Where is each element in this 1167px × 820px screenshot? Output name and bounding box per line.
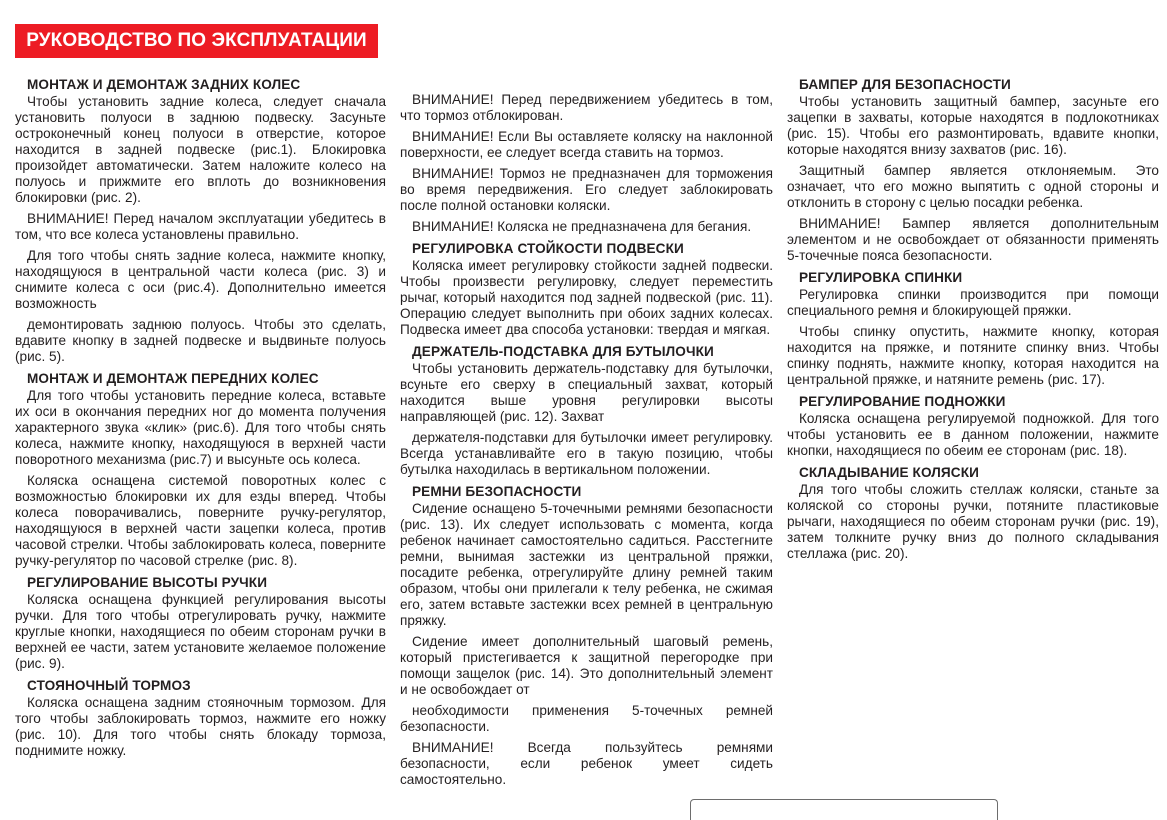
paragraph: Коляска оснащена регулируемой подножкой. Для того чтобы установить ее в данном положении, нажмите кнопки, находящиеся по обеим ее сторонам (рис. 18). (787, 411, 1159, 458)
paragraph: ВНИМАНИЕ! Тормоз не предназначен для торможения во время передвижения. Его следует заблокировать после полной остановки коляски. (400, 166, 773, 213)
paragraph: ВНИМАНИЕ! Бампер является дополнительным элементом и не освобождает от обязанности применять 5-точечные пояса безопасности. (787, 216, 1159, 263)
paragraph: ВНИМАНИЕ! Если Вы оставляете коляску на наклонной поверхности, ее следует всегда ставить на тормоз. (400, 129, 773, 160)
section-heading: МОНТАЖ И ДЕМОНТАЖ ЗАДНИХ КОЛЕС (27, 77, 301, 92)
figure-frame (690, 799, 998, 820)
paragraph: Регулировка спинки производится при помощи специального ремня и блокирующей пряжки. (787, 287, 1159, 318)
paragraph: Коляска оснащена функцией регулирования высоты ручки. Для того чтобы отрегулировать ручку, нажмите круглые кнопки, находящиеся по обеим сторонам ручки в верхней ее части, затем установите желаемое положение (рис. 9). (15, 592, 386, 671)
paragraph: Сидение оснащено 5-точечными ремнями безопасности (рис. 13). Их следует использовать с момента, когда ребенок начинает самостоятельно садиться. Расстегните ремни, вынимая застежки из центральной пряжки, посадите ребенка, отрегулируйте длину ремней таким образом, чтобы они прилегали к телу ребенка, не сжимая его, затем вставьте застежки всех ремней в центральную пряжку. (400, 501, 773, 628)
paragraph: ВНИМАНИЕ! Коляска не предназначена для бегания. (412, 219, 752, 234)
paragraph: Для того чтобы сложить стеллаж коляски, станьте за коляской со стороны ручки, потяните пластиковые рычаги, находящиеся по обеим сторонам ручки (рис. 19), затем толкните ручку вниз до полного складывания стеллажа (рис. 20). (787, 482, 1159, 561)
section-heading: БАМПЕР ДЛЯ БЕЗОПАСНОСТИ (799, 77, 1011, 92)
paragraph: Сидение имеет дополнительный шаговый ремень, который пристегивается к защитной перегородке при помощи защелок (рис. 14). Это дополнительный элемент и не освобождает от (400, 634, 773, 697)
page-title-banner (15, 24, 378, 58)
section-heading: ДЕРЖАТЕЛЬ-ПОДСТАВКА ДЛЯ БУТЫЛОЧКИ (412, 344, 714, 359)
page-title: РУКОВОДСТВО ПО ЭКСПЛУАТАЦИИ (26, 30, 367, 51)
paragraph: ВНИМАНИЕ! Перед передвижением убедитесь в том, что тормоз отблокирован. (400, 92, 773, 123)
column-2 (400, 92, 773, 793)
paragraph: ВНИМАНИЕ! Всегда пользуйтесь ремнями безопасности, если ребенок умеет сидеть самостоятельно. (400, 740, 773, 787)
paragraph: Коляска оснащена системой поворотных колес с возможностью блокировки их для езды вперед. Чтобы колеса поворачивались, поверните ручку-регулятор, находящуюся в верхней части зацепки колеса, против часовой стрелки. Чтобы заблокировать колеса, поверните ручку-регулятор по часовой стрелке (рис. 8). (15, 473, 386, 568)
paragraph: ВНИМАНИЕ! Перед началом эксплуатации убедитесь в том, что все колеса установлены правильно. (15, 211, 386, 242)
paragraph: необходимости применения 5-точечных ремней безопасности. (400, 703, 773, 734)
section-heading: РЕГУЛИРОВКА СТОЙКОСТИ ПОДВЕСКИ (412, 241, 684, 256)
section-heading: СТОЯНОЧНЫЙ ТОРМОЗ (27, 678, 191, 693)
paragraph: держателя-подставки для бутылочки имеет регулировку. Всегда устанавливайте его в такую позицию, чтобы бутылка находилась в вертикальном положении. (400, 430, 773, 477)
section-heading: РЕГУЛИРОВАНИЕ ПОДНОЖКИ (799, 394, 1006, 409)
paragraph: Чтобы спинку опустить, нажмите кнопку, которая находится на пряжке, и потяните спинку вниз. Чтобы спинку поднять, нажмите кнопку, которая находится на центральной пряжке, и натяните ремень (рис. 17). (787, 324, 1159, 387)
paragraph: Чтобы установить задние колеса, следует сначала установить полуоси в заднюю подвеску. Засуньте остроконечный конец полуоси в отверстие, которое находится в задней подвеске (рис.1). Блокировка произойдет автоматически. Затем наложите колесо на полуось и прижмите его вплоть до возникновения блокировки (рис. 2). (15, 94, 386, 205)
section-heading: РЕГУЛИРОВКА СПИНКИ (799, 270, 963, 285)
section-heading: РЕМНИ БЕЗОПАСНОСТИ (412, 484, 582, 499)
paragraph: Для того чтобы снять задние колеса, нажмите кнопку, находящуюся в центральной части колеса (рис. 3) и снимите колеса с оси (рис.4). Дополнительно имеется возможность (15, 248, 386, 311)
paragraph: Для того чтобы установить передние колеса, вставьте их оси в окончания передних ног до момента получения характерного звука «клик» (рис.6). Для того чтобы снять колеса, нажмите кнопку, находящуюся в верхней части поворотного механизма (рис.7) и высуньте ось колеса. (15, 388, 386, 467)
paragraph: Коляска имеет регулировку стойкости задней подвески. Чтобы произвести регулировку, следует переместить рычаг, который находится под задней подвеской (рис. 11). Операцию следует выполнить при обоих задних колесах. Подвеска имеет два способа установки: твердая и мягкая. (400, 258, 773, 337)
column-3 (787, 76, 1159, 567)
paragraph: демонтировать заднюю полуось. Чтобы это сделать, вдавите кнопку в задней подвеске и выдвиньте полуось (рис. 5). (15, 317, 386, 364)
section-heading: МОНТАЖ И ДЕМОНТАЖ ПЕРЕДНИХ КОЛЕС (27, 371, 319, 386)
paragraph: Коляска оснащена задним стояночным тормозом. Для того чтобы заблокировать тормоз, нажмите его ножку (рис. 10). Для того чтобы снять блокаду тормоза, поднимите ножку. (15, 695, 386, 758)
section-heading: СКЛАДЫВАНИЕ КОЛЯСКИ (799, 465, 979, 480)
paragraph: Чтобы установить защитный бампер, засуньте его зацепки в захваты, которые находятся в подлокотниках (рис. 15). Чтобы его размонтировать, вдавите кнопки, которые находятся внизу захватов (рис. 16). (787, 94, 1159, 157)
paragraph: Защитный бампер является отклоняемым. Это означает, что его можно выпятить с одной стороны и отклонить в сторону с целью посадки ребенка. (787, 163, 1159, 210)
column-1 (15, 76, 386, 764)
section-heading: РЕГУЛИРОВАНИЕ ВЫСОТЫ РУЧКИ (27, 575, 268, 590)
paragraph: Чтобы установить держатель-подставку для бутылочки, всуньте его сверху в специальный захват, который находится выше уровня регулировки высоты направляющей (рис. 12). Захват (400, 361, 773, 424)
